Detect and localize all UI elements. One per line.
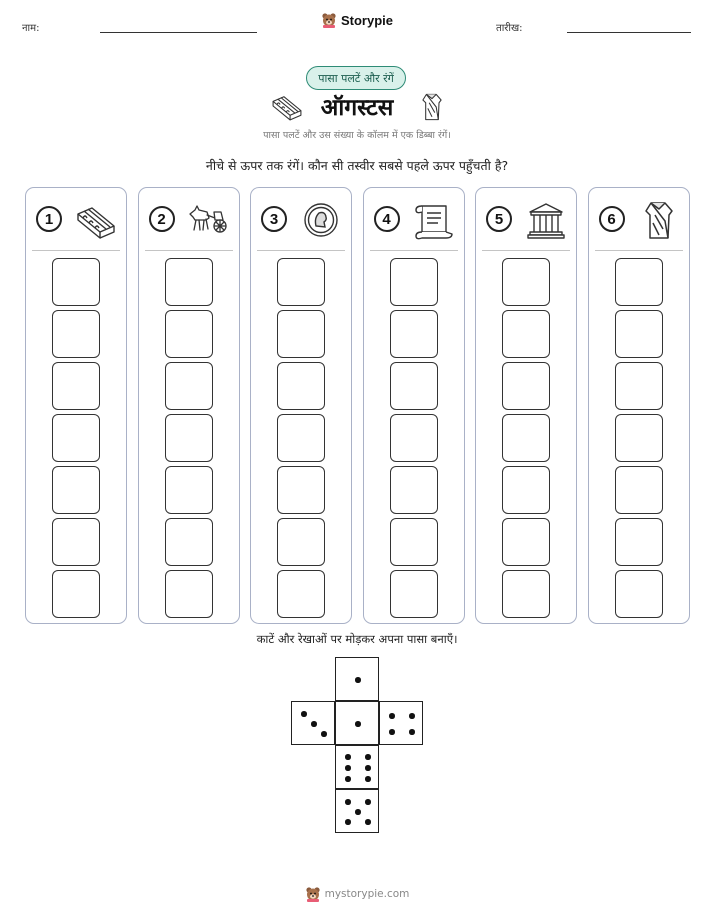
column-divider [145, 250, 233, 251]
pip [345, 799, 351, 805]
color-box[interactable] [502, 518, 550, 566]
column-5 [475, 187, 577, 624]
color-box[interactable] [390, 570, 438, 618]
color-box[interactable] [165, 466, 213, 514]
pip [365, 819, 371, 825]
color-box[interactable] [52, 258, 100, 306]
pip [345, 765, 351, 771]
color-box[interactable] [502, 466, 550, 514]
footer [0, 886, 714, 902]
pip [409, 729, 415, 735]
page-title: ऑगस्टस [320, 95, 394, 121]
color-box[interactable] [52, 518, 100, 566]
activity-tag: पासा पलटें और रंगें [306, 66, 406, 90]
color-box[interactable] [277, 570, 325, 618]
color-box[interactable] [277, 258, 325, 306]
color-box[interactable] [52, 570, 100, 618]
column-divider [595, 250, 683, 251]
column-4 [363, 187, 465, 624]
die-face-6 [335, 745, 379, 789]
column-number: 5 [486, 206, 512, 232]
die-face-1 [335, 657, 379, 701]
pip [365, 765, 371, 771]
color-box[interactable] [502, 258, 550, 306]
scroll-icon [412, 200, 456, 240]
column-divider [257, 250, 345, 251]
chariot-icon [187, 200, 231, 240]
color-box[interactable] [390, 466, 438, 514]
die-face-3 [291, 701, 335, 745]
color-box[interactable] [615, 258, 663, 306]
die-face-4 [379, 701, 423, 745]
pip [355, 677, 361, 683]
pip [345, 776, 351, 782]
color-box[interactable] [277, 310, 325, 358]
color-box[interactable] [277, 466, 325, 514]
brand-name: Storypie [340, 12, 393, 28]
cut-instruction: काटें और रेखाओं पर मोड़कर अपना पासा बनाएँ। [256, 632, 458, 646]
pip [345, 819, 351, 825]
instruction-text: नीचे से ऊपर तक रंगें। कौन सी तस्वीर सबसे पहले ऊपर पहुँचती है? [205, 158, 509, 173]
temple-icon [524, 200, 568, 240]
column-divider [482, 250, 570, 251]
color-box[interactable] [390, 518, 438, 566]
color-box[interactable] [390, 362, 438, 410]
subtitle: पासा पलटें और उस संख्या के कॉलम में एक डिब्बा रंगें। [263, 130, 451, 141]
color-box[interactable] [52, 310, 100, 358]
column-divider [32, 250, 120, 251]
column-number: 4 [374, 206, 400, 232]
color-box[interactable] [615, 466, 663, 514]
color-box[interactable] [615, 310, 663, 358]
color-box[interactable] [390, 258, 438, 306]
column-number: 1 [36, 206, 62, 232]
column-number: 2 [149, 206, 175, 232]
color-box[interactable] [615, 518, 663, 566]
column-header [139, 198, 239, 242]
pip [345, 754, 351, 760]
footer-site[interactable]: mystorypie.com [324, 888, 410, 900]
name-label: नाम: [22, 23, 40, 34]
color-box[interactable] [277, 518, 325, 566]
color-box[interactable] [165, 258, 213, 306]
color-box[interactable] [615, 362, 663, 410]
pip [301, 711, 307, 717]
color-box[interactable] [502, 414, 550, 462]
pip [355, 809, 361, 815]
column-header [589, 198, 689, 242]
color-box[interactable] [165, 570, 213, 618]
brand-logo [0, 12, 714, 28]
column-number: 3 [261, 206, 287, 232]
pip [365, 754, 371, 760]
pip [389, 729, 395, 735]
die-face-1-center [335, 701, 379, 745]
column-header [251, 198, 351, 242]
color-box[interactable] [165, 310, 213, 358]
color-box[interactable] [390, 310, 438, 358]
color-box[interactable] [165, 518, 213, 566]
column-header [476, 198, 576, 242]
toga-icon [637, 200, 681, 240]
color-box[interactable] [277, 362, 325, 410]
color-box[interactable] [165, 362, 213, 410]
color-box[interactable] [502, 310, 550, 358]
column-header [26, 198, 126, 242]
column-1 [25, 187, 127, 624]
color-box[interactable] [502, 362, 550, 410]
pip [311, 721, 317, 727]
color-box[interactable] [277, 414, 325, 462]
column-6 [588, 187, 690, 624]
die-face-5 [335, 789, 379, 833]
color-box[interactable] [52, 466, 100, 514]
column-divider [370, 250, 458, 251]
column-3 [250, 187, 352, 624]
coin-icon [299, 200, 343, 240]
pip [365, 799, 371, 805]
aqueduct-icon [74, 200, 118, 240]
bear-mascot-icon [321, 12, 337, 28]
column-header [364, 198, 464, 242]
pip [409, 713, 415, 719]
name-line[interactable] [100, 32, 257, 33]
column-2 [138, 187, 240, 624]
color-box[interactable] [502, 570, 550, 618]
date-label: तारीख: [496, 23, 523, 34]
pip [365, 776, 371, 782]
color-box[interactable] [165, 414, 213, 462]
pip [355, 721, 361, 727]
color-box[interactable] [52, 414, 100, 462]
color-box[interactable] [52, 362, 100, 410]
color-box[interactable] [615, 570, 663, 618]
color-box[interactable] [615, 414, 663, 462]
date-line[interactable] [567, 32, 691, 33]
color-box[interactable] [390, 414, 438, 462]
pip [389, 713, 395, 719]
bear-mascot-icon [305, 886, 321, 902]
column-number: 6 [599, 206, 625, 232]
title-toga-icon [418, 90, 446, 124]
pip [321, 731, 327, 737]
